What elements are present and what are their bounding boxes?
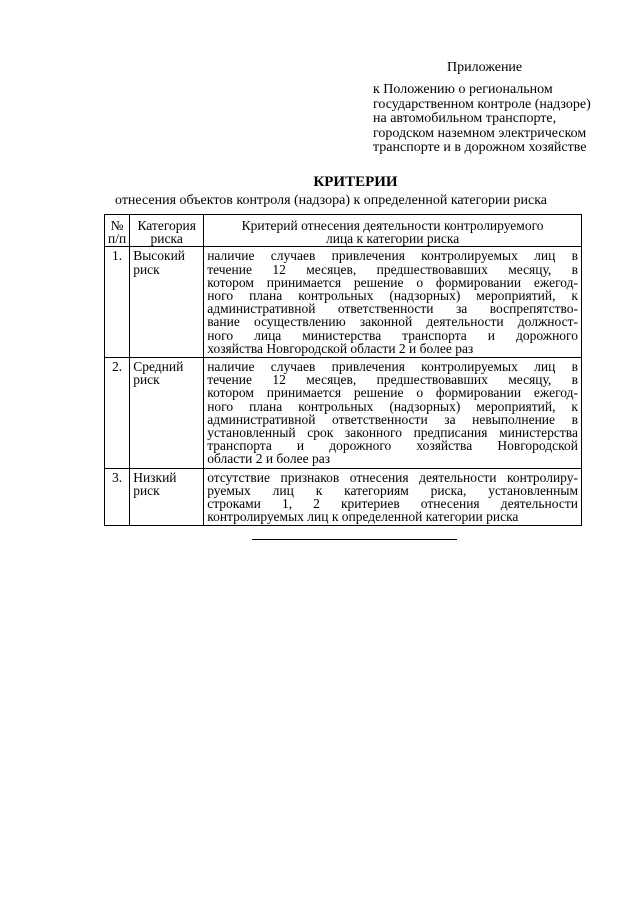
row-category: [130, 358, 204, 469]
row-category: [130, 247, 204, 358]
row-category-line: риск: [133, 372, 160, 388]
row-criterion-line: транспорта и дорожного хозяйства Новгородской: [207, 438, 578, 454]
table-header-row: [105, 215, 582, 247]
row-criterion-line: вание осуществлению законной деятельности должност-: [207, 314, 578, 330]
table-row: [105, 247, 582, 358]
row-criterion-line: наличие случаев привлечения контролируемых лиц в: [207, 359, 578, 375]
appendix-reference: [373, 83, 591, 156]
appendix-title: Приложение: [447, 60, 523, 75]
header-criterion-line: лица к категории риска: [325, 231, 460, 247]
row-category-line: Низкий: [133, 469, 177, 485]
header-category-line: Категория: [137, 218, 196, 233]
row-category-line: риск: [133, 261, 160, 277]
table-row: [105, 468, 582, 526]
header-category-line: риска: [150, 231, 183, 247]
header-num: [105, 215, 130, 247]
row-criterion-line: котором принимается решение о формировании ежегод-: [207, 274, 578, 290]
row-criterion-line: контролируемых лиц к определенной категории риска: [207, 509, 519, 525]
document-subtitle: отнесения объектов контроля (надзора) к определенной категории риска: [115, 193, 547, 208]
appendix-reference-line: транспорте и в дорожном хозяйстве: [373, 140, 587, 155]
appendix-reference-line: на автомобильном транспорте,: [373, 111, 557, 126]
table-row: [105, 358, 582, 469]
row-criterion-line: течение 12 месяцев, предшествовавших месяцу, в: [207, 372, 578, 388]
row-criterion-line: наличие случаев привлечения контролируемых лиц в: [207, 248, 578, 264]
header-num-line: №: [110, 218, 124, 233]
row-number: 2.: [105, 358, 130, 469]
header-criterion-line: Критерий отнесения деятельности контролируемого: [241, 218, 544, 233]
row-criterion-line: ного плана контрольных (надзорных) мероприятий, к: [207, 398, 578, 414]
row-criterion: [204, 468, 582, 526]
row-number: 1.: [105, 247, 130, 358]
header-category: [130, 215, 204, 247]
row-criterion-line: ного плана контрольных (надзорных) мероприятий, к: [207, 288, 578, 304]
row-criterion-line: котором принимается решение о формировании ежегод-: [207, 385, 578, 401]
row-category-line: Высокий: [133, 248, 186, 264]
appendix-reference-line: городском наземном электрическом: [373, 125, 587, 141]
row-criterion: [204, 358, 582, 469]
criteria-table: [104, 214, 582, 526]
row-criterion-line: административной ответственности за невыполнение в: [207, 411, 578, 427]
appendix-reference-line: к Положению о региональном: [373, 82, 553, 97]
row-criterion-line: хозяйства Новгородской области 2 и более раз: [207, 340, 474, 356]
row-criterion-line: отсутствие признаков отнесения деятельности контролиру-: [207, 469, 578, 485]
header-num-line: п/п: [108, 231, 127, 247]
row-criterion-line: течение 12 месяцев, предшествовавших месяцу, в: [207, 261, 578, 277]
row-number: 3.: [105, 468, 130, 526]
row-category: [130, 468, 204, 526]
row-criterion: [204, 247, 582, 358]
closing-rule: [252, 539, 457, 540]
row-category-line: Средний: [133, 359, 184, 375]
document-title: КРИТЕРИИ: [313, 174, 398, 190]
row-criterion-line: установленный срок законного предписания министерства: [207, 425, 578, 441]
row-criterion-line: строками 1, 2 критериев отнесения деятельности: [207, 496, 578, 512]
row-criterion-line: руемых лиц к категориям риска, установленным: [207, 482, 578, 498]
row-criterion-line: административной ответственности за воспрепятство-: [207, 301, 578, 317]
row-criterion-line: области 2 и более раз: [207, 451, 331, 467]
header-criterion: [204, 215, 582, 247]
row-category-line: риск: [133, 482, 160, 498]
appendix-reference-line: государственном контроле (надзоре): [373, 96, 591, 112]
row-criterion-line: ного лица министерства транспорта и дорожного: [207, 327, 578, 343]
